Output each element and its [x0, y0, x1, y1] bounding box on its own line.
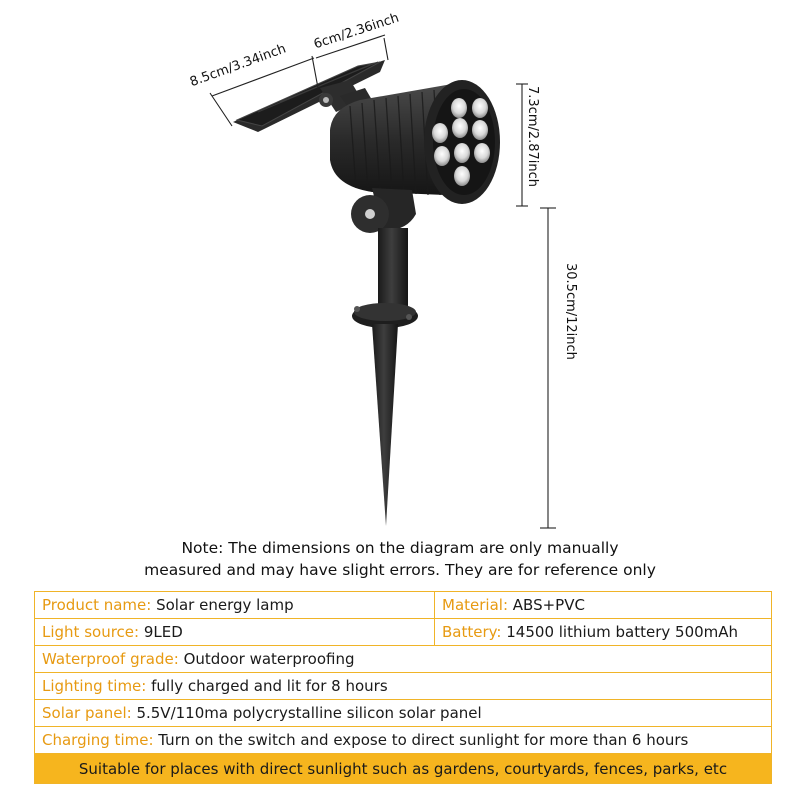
product-name-label: Product name: [42, 596, 152, 614]
panel-width-label: 6cm/2.36inch [312, 10, 401, 53]
waterproof-value: Outdoor waterproofing [183, 650, 355, 668]
charging-time-value: Turn on the switch and expose to direct sunlight for more than 6 hours [158, 731, 689, 749]
waterproof-cell [35, 646, 772, 673]
spec-row [35, 700, 772, 727]
light-source-label: Light source: [42, 623, 140, 641]
charging-time-cell [35, 727, 772, 754]
light-source-cell [35, 619, 435, 646]
lighting-time-cell [35, 673, 772, 700]
lighting-time-label: Lighting time: [42, 677, 147, 695]
spec-table [34, 591, 772, 784]
solar-panel-cell [35, 700, 772, 727]
battery-label: Battery: [442, 623, 502, 641]
battery-cell [435, 619, 772, 646]
product-name-value: Solar energy lamp [156, 596, 294, 614]
spec-row [35, 754, 772, 784]
light-source-value: 9LED [143, 623, 183, 641]
product-name-cell [35, 592, 435, 619]
material-label: Material: [442, 596, 508, 614]
spec-row [35, 673, 772, 700]
spec-row [35, 727, 772, 754]
head-height-label: 7.3cm/2.87inch [525, 86, 540, 188]
ground-stake-icon [351, 188, 418, 526]
spec-row [35, 619, 772, 646]
charging-time-label: Charging time: [42, 731, 154, 749]
solar-panel-label: Solar panel: [42, 704, 132, 722]
panel-length-label: 8.5cm/3.34inch [188, 41, 289, 91]
spec-row [35, 646, 772, 673]
lighting-time-value: fully charged and lit for 8 hours [151, 677, 388, 695]
total-height-label: 30.5cm/12inch [563, 263, 578, 360]
material-value: ABS+PVC [512, 596, 585, 614]
material-cell [435, 592, 772, 619]
waterproof-label: Waterproof grade: [42, 650, 179, 668]
solar-panel-value: 5.5V/110ma polycrystalline silicon solar panel [136, 704, 482, 722]
note-line-1: Note: The dimensions on the diagram are only manually [181, 539, 619, 557]
note-line-2: measured and may have slight errors. They are for reference only [144, 561, 656, 579]
spec-row [35, 592, 772, 619]
suitable-places-banner: Suitable for places with direct sunlight such as gardens, courtyards, fences, parks, etc [35, 754, 772, 784]
measurement-note [0, 537, 800, 581]
battery-value: 14500 lithium battery 500mAh [506, 623, 739, 641]
